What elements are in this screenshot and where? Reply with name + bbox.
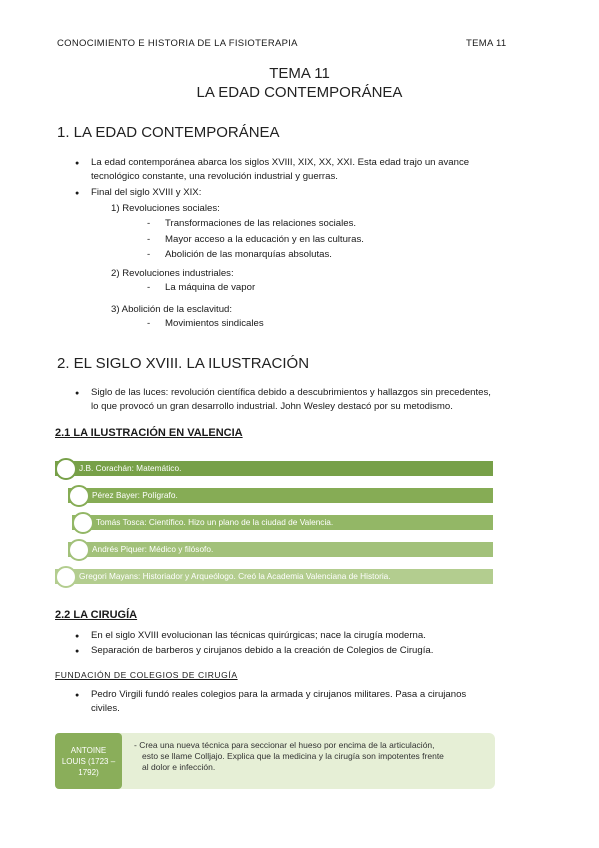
valencia-item-bar <box>55 569 493 584</box>
colegios-bullet-line2: civiles. <box>91 703 120 714</box>
card-line: al dolor e infección. <box>142 762 216 772</box>
list-item-revoluciones-industriales: 2) Revoluciones industriales: <box>111 268 234 279</box>
valencia-item-text: J.B. Corachán: Matemático. <box>79 463 182 473</box>
antoine-louis-description <box>134 740 479 773</box>
valencia-item-circle <box>72 512 94 534</box>
colegios-bullet-line1: ● Pedro Virgili fundó reales colegios para la armada y cirujanos militares. Pasa a cirujanos <box>91 687 466 702</box>
valencia-item-circle <box>55 458 77 480</box>
valencia-item-text: Gregori Mayans: Historiador y Arqueólogo. Creó la Academia Valenciana de Historia. <box>79 571 391 581</box>
valencia-item-text: Tomás Tosca: Científico. Hizo un plano de la ciudad de Valencia. <box>96 517 334 527</box>
cirugia-bullet: ● Separación de barberos y cirujanos debido a la creación de Colegios de Cirugía. <box>91 643 433 658</box>
valencia-item-bar <box>55 461 493 476</box>
section2-bullet-line1: ● Siglo de las luces: revolución científica debido a descubrimientos y hallazgos sin precedentes, <box>91 385 491 400</box>
valencia-item-circle <box>68 485 90 507</box>
card-line: - Crea una nueva técnica para seccionar el hueso por encima de la articulación, <box>134 740 435 750</box>
sub-item: - Transformaciones de las relaciones sociales. <box>165 218 356 229</box>
subsection-cirugia: 2.2 LA CIRUGÍA <box>55 609 138 621</box>
valencia-item-bar <box>72 515 493 530</box>
section1-bullet2: ● Final del siglo XVIII y XIX: <box>91 185 201 200</box>
list-item-revoluciones-sociales: 1) Revoluciones sociales: <box>111 203 220 214</box>
sub-item: - Abolición de las monarquías absolutas. <box>165 249 332 260</box>
colegios-heading: FUNDACIÓN DE COLEGIOS DE CIRUGÍA <box>55 670 238 680</box>
valencia-item-circle <box>55 566 77 588</box>
valencia-item-text: Andrés Piquer: Médico y filósofo. <box>92 544 214 554</box>
sub-item: - Mayor acceso a la educación y en las culturas. <box>165 234 364 245</box>
valencia-item-circle <box>68 539 90 561</box>
valencia-item-bar <box>68 488 493 503</box>
sub-item: - Movimientos sindicales <box>165 318 264 329</box>
section1-bullet1-line2: tecnológico constante, una revolución industrial y guerras. <box>91 171 338 182</box>
page-title: TEMA 11 <box>269 65 330 82</box>
cirugia-bullet: ● En el siglo XVIII evolucionan las técnicas quirúrgicas; nace la cirugía moderna. <box>91 628 426 643</box>
document-header-right: TEMA 11 <box>466 38 507 49</box>
antoine-louis-name: ANTOINE LOUIS (1723 – 1792) <box>61 745 116 777</box>
page-subtitle: LA EDAD CONTEMPORÁNEA <box>196 84 403 101</box>
section2-bullet-line2: lo que provocó un gran desarrollo industrial. John Wesley destacó por su metodismo. <box>91 401 453 412</box>
antoine-louis-name-box <box>55 733 122 789</box>
sub-item: - La máquina de vapor <box>165 282 255 293</box>
valencia-item-bar <box>68 542 493 557</box>
section2-heading: 2. EL SIGLO XVIII. LA ILUSTRACIÓN <box>57 355 310 372</box>
valencia-item-text: Pérez Bayer: Polígrafo. <box>92 490 178 500</box>
document-header-left: CONOCIMIENTO E HISTORIA DE LA FISIOTERAPIA <box>57 38 298 49</box>
card-line: esto se llame Colljajo. Explica que la medicina y la cirugía son impotentes frente <box>142 751 444 761</box>
subsection-ilustracion-valencia: 2.1 LA ILUSTRACIÓN EN VALENCIA <box>55 427 243 439</box>
section1-bullet1-line1: La edad contemporánea abarca los siglos XVIII, XIX, XX, XXI. Esta edad trajo un avance <box>91 157 470 168</box>
list-item-abolicion-esclavitud: 3) Abolición de la esclavitud: <box>111 304 233 315</box>
section1-bullet1 <box>91 155 541 170</box>
section1-heading: 1. LA EDAD CONTEMPORÁNEA <box>57 124 280 141</box>
